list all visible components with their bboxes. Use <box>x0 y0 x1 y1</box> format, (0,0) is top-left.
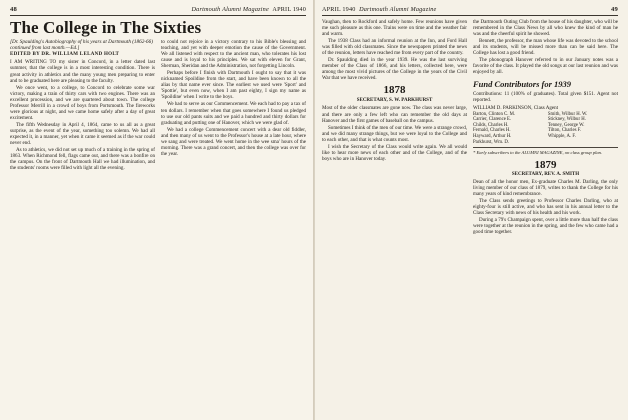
table-cell: Whipple, A. F. <box>547 133 576 139</box>
class-secretary: SECRETARY, S. W. PARKHURST <box>356 98 433 104</box>
right-running-head <box>322 6 618 16</box>
paragraph: the Dartmouth Outing Club from the house of his daughter, who will be remembered in the Class News by all who knew the kind of man he was and the cheerful spirit he showed. <box>473 19 618 38</box>
table-cell <box>548 140 618 146</box>
paragraph: During a 79's Champaign spent, over a little more than half the class were together at the reunion in the spring, and the few who came had a good time together. <box>473 216 618 235</box>
paragraph: I wish the Secretary of the Class would write again. We all would like to hear more news of each other and of the College, and of the boys who are in Hanover today. <box>322 143 467 162</box>
table-cell: Childs, Charles H. <box>473 122 509 128</box>
table-cell: Barton, Clinton C. M. <box>473 111 516 117</box>
article-intro: [Dr. Spaulding's Autobiography of his years at Dartmouth (1862-66) continued from last month.—Ed.] <box>10 39 153 52</box>
left-running-head <box>10 6 306 16</box>
table-cell: Fernald, Charles H. <box>473 128 511 134</box>
paragraph: Most of the older classmates are gone now. The class was never large, and there are only a few left who can remember the old days at Hanover and the first games of baseball on the campus. <box>322 105 467 124</box>
right-page <box>314 0 628 420</box>
fund-agent: WILLIAM D. PARKINSON, Class Agent <box>473 104 559 111</box>
paragraph: We had a college Commencement concert with a dear old fiddler, and then many of us went to the Professor's house at a late hour, where we sang and were treated. We went home in the wee sma' hours of the morning. There was a grand concert, and then the college was over for the year. <box>161 126 306 157</box>
right-magazine-name: Dartmouth Alumni Magazine <box>359 6 437 13</box>
page-gutter <box>313 0 315 420</box>
paragraph: Perhaps before I finish with Dartmouth I ought to say that it was nicknamed Spoildine from the start, and have been known to all the alias by that name ever since. The earliest we used were 'Sport' and 'Spottie', but even now, when I am past eighty, I sign my name as 'Spoildine' when I write to the boys. <box>161 70 306 101</box>
table-cell: Carrier, Clarence E. <box>473 117 512 123</box>
right-columns <box>322 19 618 236</box>
table-cell: Tenney, George W. <box>547 122 585 128</box>
right-page-number: 49 <box>611 6 618 13</box>
paragraph: Bennett, the professor, the man whose life was devoted to the school and its students, will be missed more than can be said here. The College has lost a good friend. <box>473 38 618 57</box>
right-column-1 <box>322 19 467 236</box>
footnote: * Early subscribers to the ALUMNI MAGAZINE, on class group plan. <box>473 150 603 156</box>
paragraph: We once went, to a college, to Concord to celebrate some war victory, making a train of thirty cars with two engines. There was an excellent procession, and we are quartered about town. The college Professor Merrill in a crowd of boys from Portsmouth. The fireworks were glorious at night, and we came home safely after a day of great excitement. <box>10 84 155 121</box>
fund-contributors-heading: Fund Contributors for 1939 <box>473 79 572 90</box>
left-issue-date: APRIL 1940 <box>272 6 306 13</box>
table-row <box>473 140 618 146</box>
paragraph: We had to serve as our Commencement. We each had to pay a tax of ten dollars. I remember when that goes somewhere I found us pledged to use our old pants suits and we paid a hundred and thirty dollars for graduating and putting one of Hanover, which we were glad of. <box>161 101 306 126</box>
paragraph: Vaughan, then to Rockford and safely home. Few reunions have given me such pleasure as this one. Trains were on time and the weather fair and warm. <box>322 19 467 38</box>
paragraph: As to athletics, we did not set up much of a training in the spring of 1863. When Richmond fell, flags came out, and there was a bonfire on the campus. On the front of Dartmouth Hall we had illumination, and the students' rooms were filled with light all the evening. <box>10 147 155 172</box>
table-cell: Parkhurst, Wm. D. <box>473 139 510 145</box>
right-column-2 <box>473 19 618 236</box>
paragraph: Sometimes I think of the men of our time. We were a strange crowd, and we did many strange things, but we were loyal to the College and to each other, and that is what counts most. <box>322 124 467 143</box>
table-cell: Stickney, Wilbur H. <box>547 117 586 123</box>
left-page-number: 48 <box>10 6 17 13</box>
article-title: The College in The Sixties <box>10 18 202 37</box>
fund-summary: Contributions: 11 (100% of graduates). Total given $151. Agent not reported. <box>473 91 618 104</box>
paragraph: The fifth Wednesday in April 4, 1864, came to us all as a great surprise, as the event of the year, something too solemn. We had all expected it, in a manner, yet when it came it seemed as if the war could never end. <box>10 121 155 147</box>
table-cell: Smith, Wilbur H. W. <box>547 111 588 117</box>
left-columns <box>10 39 306 172</box>
paragraph: I AM WRITING TO my sister in Concord, in a letter dated last summer, that the college is in a most interesting condition. There is great activity in athletics and the many young men preparing to enter and to be graduated here are pleasing to the faculty. <box>10 59 155 84</box>
paragraph: The 1938 Class had an informal reunion at the Inn, and Ford Hall was filled with old classmates. Since the newspapers printed the news of the reunion, letters have reached me from every part of the country. <box>322 38 467 57</box>
class-secretary-2: SECRETARY, REV. A. SMITH <box>511 171 580 177</box>
paragraph: The Class sends greetings to Professor Charles Darling, who at eighty-four is still active, and who has sent in his annual letter to the Class Secretary with news of his health and his work. <box>473 197 618 216</box>
paragraph: to could not rejoice in a victory contrary to his Bible's blessing and teaching, and yet with deeper emotion the cause of the Government. We all listened with respect to the ancient man, who tolerates his lost cause and is loyal to his principles. We sat with eleven for Grant, Sherman, Sheridan and the Administration, not forgetting Lincoln. <box>161 39 306 70</box>
paragraph: The phonograph Hanover referred to in our January notes was a favorite of the class. It played the old songs at our last reunion and was enjoyed by all. <box>473 57 618 76</box>
right-issue-date: APRIL 1940 <box>322 6 356 13</box>
left-magazine-name: Dartmouth Alumni Magazine <box>191 6 269 13</box>
left-column-2 <box>161 39 306 172</box>
table-cell: Hayward, Arthur H. <box>473 133 512 139</box>
left-column-1 <box>10 39 155 172</box>
fund-contributors-table <box>473 112 618 146</box>
article-byline: EDITED BY DR. WILLIAM LELAND HOLT <box>10 52 120 58</box>
divider <box>473 147 618 148</box>
class-year-heading-2: 1879 <box>534 158 557 171</box>
class-year-heading: 1878 <box>383 84 406 97</box>
table-cell: Tilton, Charles F. <box>547 128 582 134</box>
paragraph: Dean of all the honor men, Ex-graduate Charles M. Darling, the only living member of our class of 1879, writes to thank the College for his many years of kind remembrance. <box>473 178 618 197</box>
paragraph: Dr. Spaulding died in the year 1939. He was the last surviving member of the Class of 1866, and his letters, collected here, were among the most vivid pictures of the College in the years of the Civil War that we have received. <box>322 57 467 82</box>
